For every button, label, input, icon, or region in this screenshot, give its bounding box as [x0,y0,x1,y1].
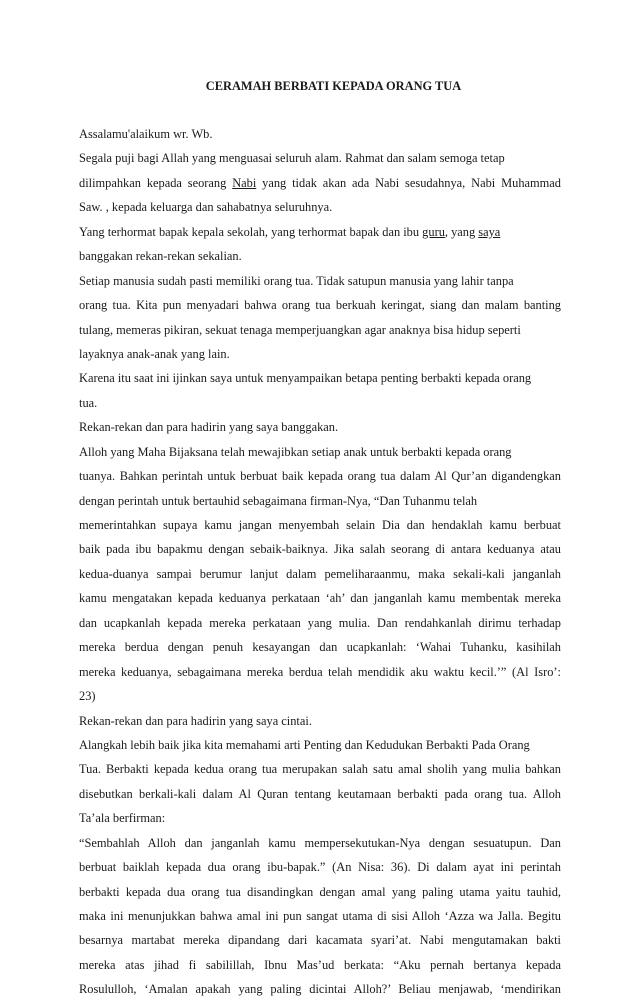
text-line: tua. [79,395,98,410]
underlined-word: guru [422,224,445,239]
text-line: Saw. , kepada keluarga dan sahabatnya seluruhnya. [79,200,333,215]
text-line [79,220,618,244]
underlined-word: Nabi [232,175,257,190]
underlined-word: saya [478,224,501,239]
text-line: berbakti kepada dua orang tua disandingkan dengan amal yang paling utama yaitu tauhid, [79,884,561,899]
text-line: disebutkan berkali-kali dalam Al Quran tentang keutamaan berbakti pada orang tua. Alloh [79,786,561,801]
text-segment: , yang [444,224,479,239]
text-line: mereka berdua dengan penuh kesayangan dan ucapkanlah: ‘Wahai Tuhanku, kasihilah [79,640,561,655]
text-line: Rekan-rekan dan para hadirin yang saya banggakan. [79,420,339,435]
text-line: Rekan-rekan dan para hadirin yang saya cintai. [79,713,312,728]
text-segment: Yang terhormat bapak kepala sekolah, yang terhormat bapak dan ibu [79,224,423,239]
text-line: Setiap manusia sudah pasti memiliki orang tua. Tidak satupun manusia yang lahir tanpa [79,273,514,288]
text-line: 23) [79,689,96,704]
text-line: “Sembahlah Alloh dan janganlah kamu mempersekutukan-Nya dengan sesuatupun. Dan [79,835,561,850]
text-line: Tua. Berbakti kepada kedua orang tua merupakan salah satu amal sholih yang mulia bahkan [79,762,561,777]
text-line: berbuat baiklah kepada dua orang ibu-bapak.” (An Nisa: 36). Di dalam ayat ini perintah [79,860,561,875]
text-line: mereka atas jihad fi sabilillah, Ibnu Mas’ud berkata: “Aku pernah bertanya kepada [79,957,561,972]
text-line: baik pada ibu bapakmu dengan sebaik-baiknya. Jika salah seorang di antara keduanya atau [79,542,561,557]
text-line: orang tua. Kita pun menyadari bahwa orang tua berkuah keringat, siang dan malam banting [79,298,561,313]
text-line: Segala puji bagi Allah yang menguasai seluruh alam. Rahmat dan salam semoga tetap [79,151,505,166]
text-line: Ta’ala berfirman: [79,811,166,826]
document-body [79,122,618,1002]
text-line [79,171,561,195]
document-title: CERAMAH BERBATI KEPADA ORANG TUA [205,79,462,93]
text-line: kamu mengatakan kepada keduanya perkataan ‘ah’ dan janganlah kamu membentak mereka [79,591,561,606]
text-line: tuanya. Bahkan perintah untuk berbuat baik kepada orang tua dalam Al Qur’an digandengkan [79,469,561,484]
text-line: memerintahkan supaya kamu jangan menyembah selain Dia dan hendaklah kamu berbuat [79,518,561,532]
text-line: Alloh yang Maha Bijaksana telah mewajibkan setiap anak untuk berbakti kepada orang [79,444,512,459]
text-line: banggakan rekan-rekan sekalian. [79,249,242,264]
text-segment: dilimpahkan kepada seorang [79,175,233,190]
text-line: Assalamu'alaikum wr. Wb. [79,127,213,141]
text-line: dan ucapkanlah kepada mereka perkataan yang mulia. Dan rendahkanlah dirimu terhadap [79,615,561,630]
text-line: Karena itu saat ini ijinkan saya untuk menyampaikan betapa penting berbakti kepada orang [79,371,532,386]
text-line: tulang, memeras pikiran, sekuat tenaga memperjuangkan agar anaknya bisa hidup seperti [79,322,521,337]
text-line: Rosululloh, ‘Amalan apakah yang paling dicintai Alloh?’ Beliau menjawab, ‘mendirikan [79,982,561,997]
text-line: mereka keduanya, sebagaimana mereka berdua telah mendidik aku waktu kecil.’” (Al Isro’: [79,664,561,679]
text-line: dengan perintah untuk bertauhid sebagaimana firman-Nya, “Dan Tuhanmu telah [79,493,478,508]
text-segment: yang tidak akan ada Nabi sesudahnya, Nabi Muhammad [256,175,561,190]
text-line: kedua-duanya sampai berumur lanjut dalam pemeliharaanmu, maka sekali-kali janganlah [79,566,561,581]
text-line: layaknya anak-anak yang lain. [79,346,230,361]
text-line: maka ini menunjukkan bahwa amal ini pun sangat utama di sisi Alloh ‘Azza wa Jalla. Begitu [79,909,561,923]
text-line: besarnya martabat mereka dipandang dari kacamata syari’at. Nabi mengutamakan bakti [79,933,561,948]
text-line: Alangkah lebih baik jika kita memahami arti Penting dan Kedudukan Berbakti Pada Orang [79,737,530,752]
